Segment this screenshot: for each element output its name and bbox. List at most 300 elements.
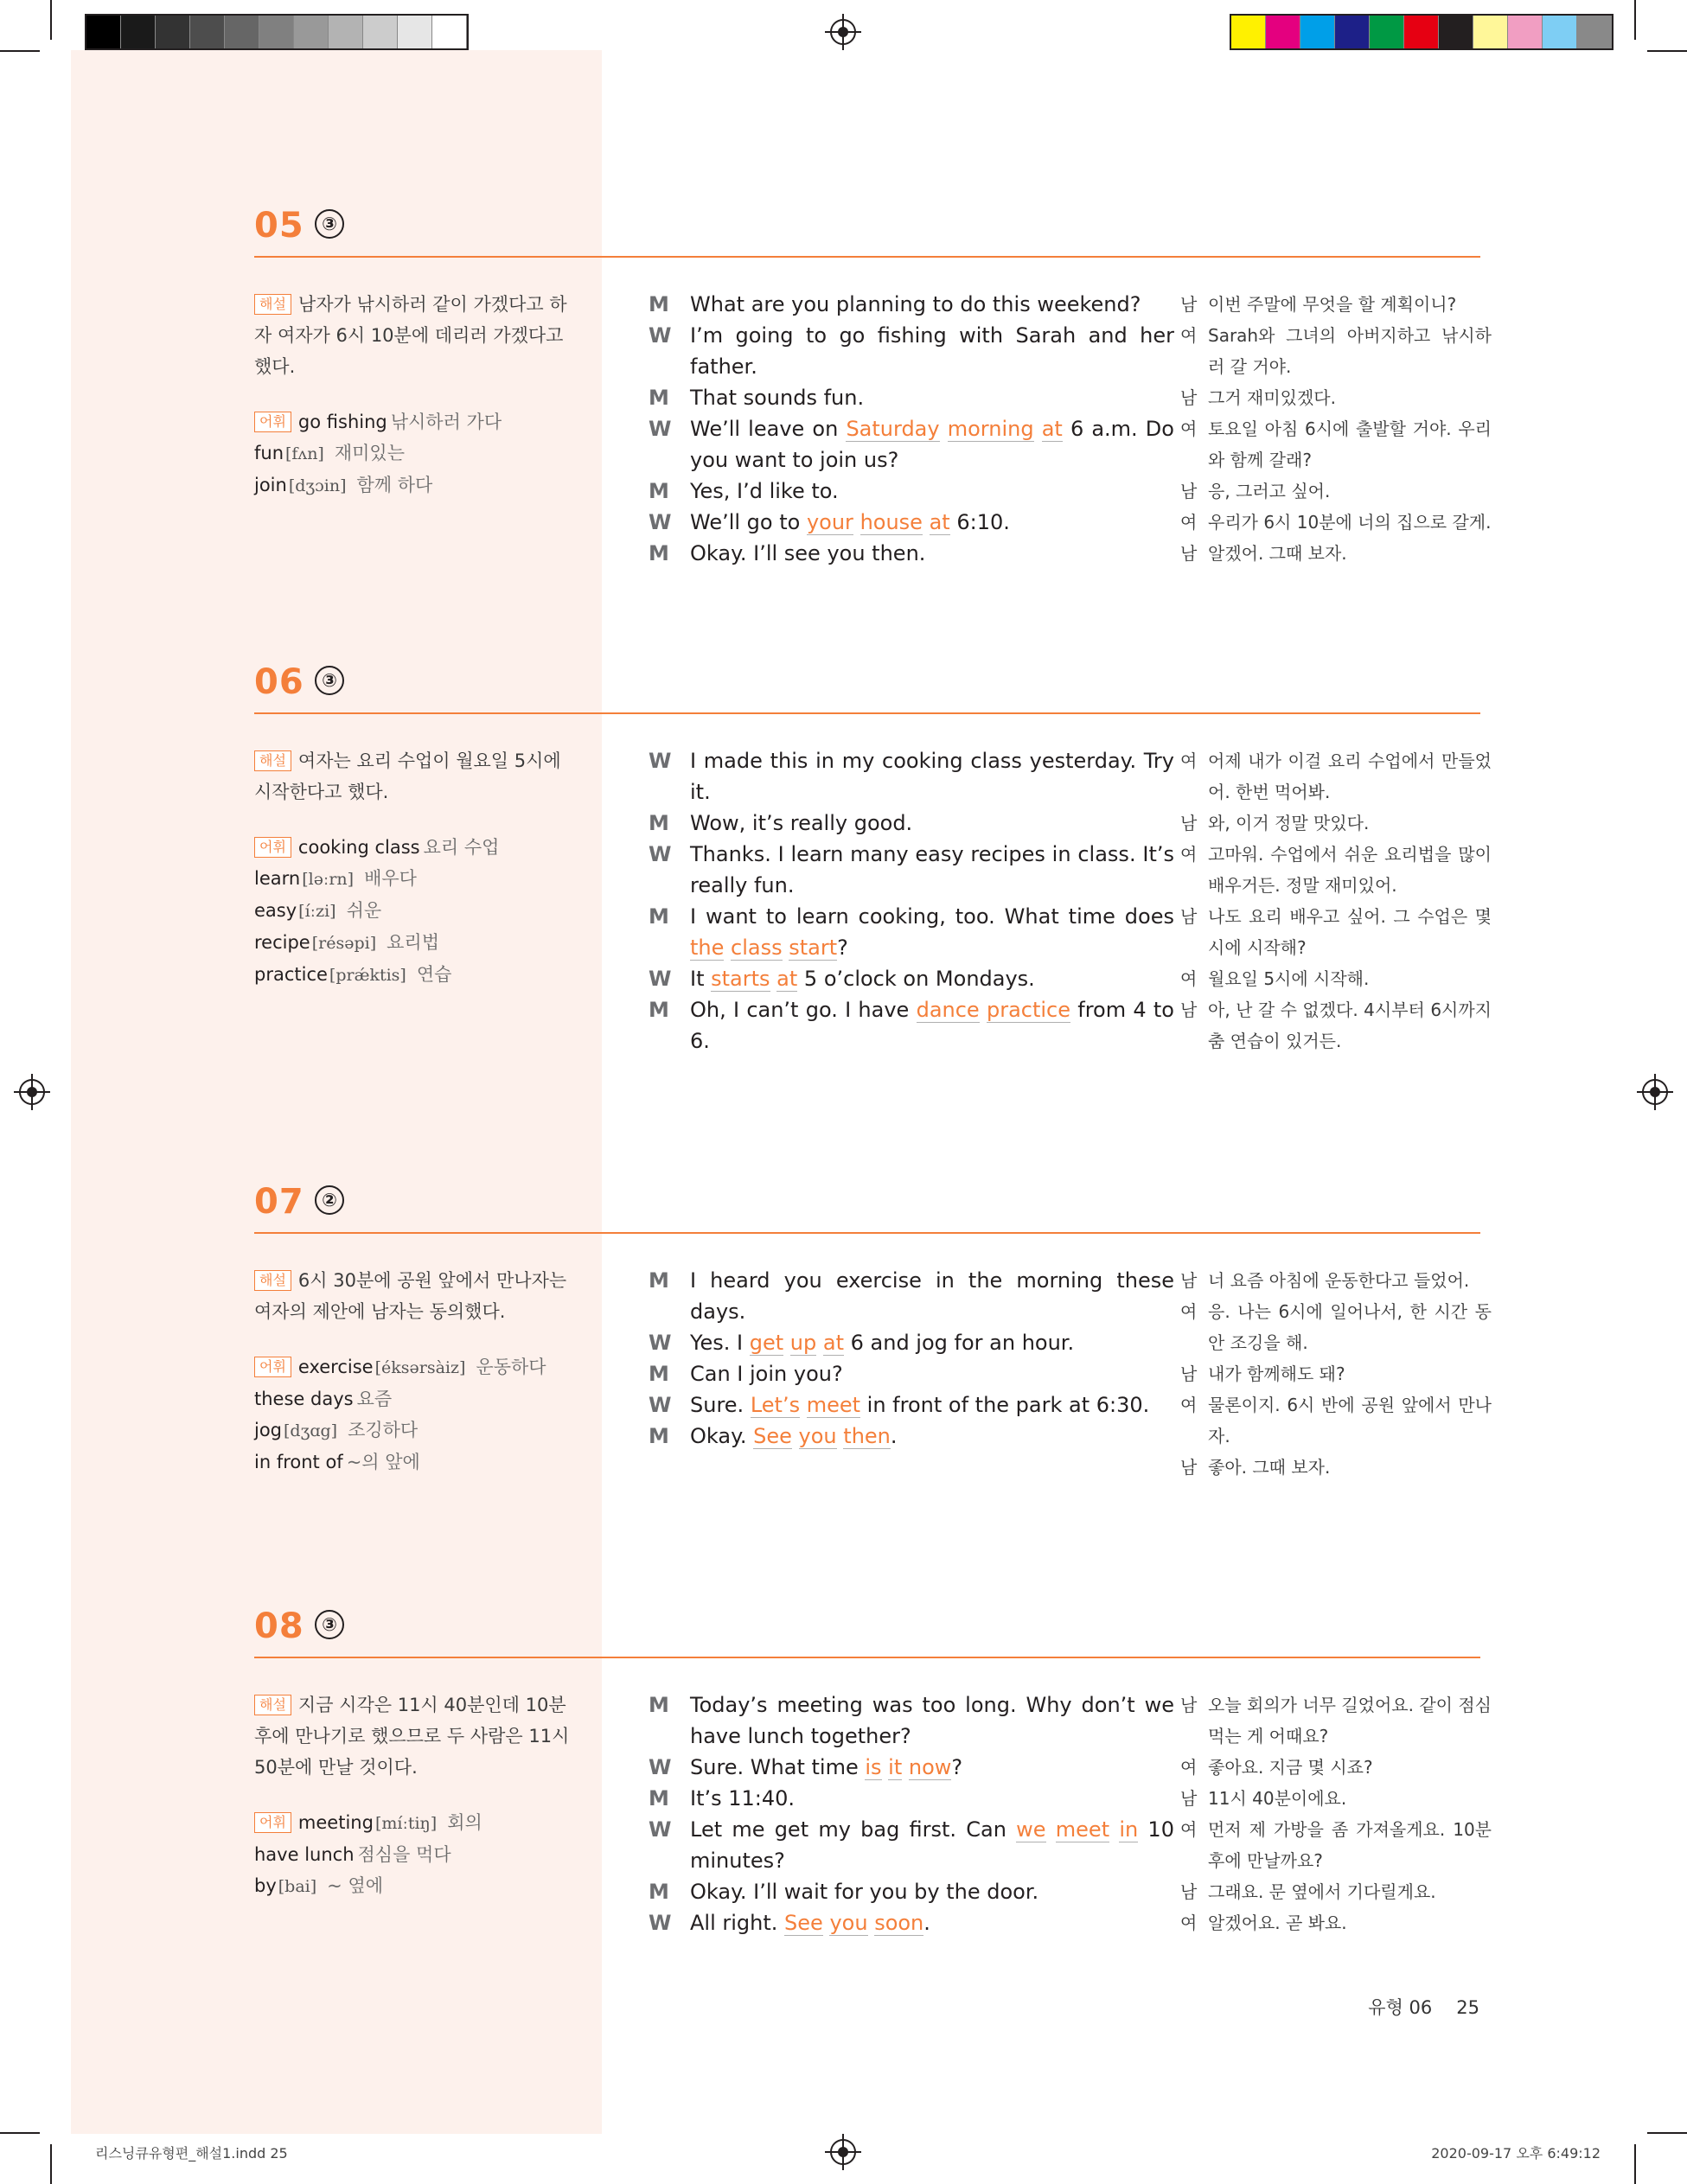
vocab-meaning: 재미있는: [334, 443, 405, 463]
translation-text: 토요일 아침 6시에 출발할 거야. 우리와 함께 갈래?: [1208, 418, 1492, 470]
color-swatch: [1508, 16, 1543, 48]
vocab-pronunciation: [ləːrn]: [302, 870, 355, 889]
dialogue-text: I’m going to go fishing with Sarah and her father.: [690, 323, 1174, 379]
dialogue-line: [649, 1689, 1174, 1752]
translation-line: [1180, 1389, 1492, 1452]
dictation-answer: get: [749, 1331, 784, 1355]
vocab-meaning: 회의: [447, 1812, 482, 1833]
color-swatch: [1300, 16, 1335, 48]
dialogue-line: [649, 476, 1174, 507]
explanation-text: 남자가 낚시하러 같이 가겠다고 하자 여자가 6시 10분에 데리러 가겠다고 했다.: [254, 294, 567, 377]
color-swatch: [432, 16, 467, 48]
speaker-label-korean: 여: [1180, 512, 1198, 533]
question-section: [254, 206, 1492, 565]
dialogue-text: What are you planning to do this weekend?: [690, 292, 1141, 316]
vocab-word: in front of: [254, 1452, 343, 1472]
speaker-label: M: [649, 1880, 669, 1904]
speaker-label: M: [649, 541, 669, 565]
dictation-answer: your: [806, 510, 853, 534]
dialogue-line: [649, 1389, 1174, 1421]
translation-line: [1180, 1814, 1492, 1876]
speaker-label: M: [649, 292, 669, 316]
dialogue-text: Yes. I: [690, 1331, 750, 1355]
color-swatch: [225, 16, 259, 48]
vocab-item: [254, 863, 574, 895]
dialogue-line: [649, 507, 1174, 538]
speaker-label-korean: 남: [1180, 813, 1198, 833]
vocab-meaning: 요리법: [387, 932, 439, 953]
dictation-answer: at: [1041, 417, 1063, 441]
translation-text: 응, 그러고 싶어.: [1208, 481, 1331, 501]
translation-text: 너 요즘 아침에 운동한다고 들었어.: [1208, 1270, 1470, 1291]
translation-line: [1180, 808, 1492, 839]
dialogue-text: We’ll leave on: [690, 417, 847, 441]
dialogue-line: [649, 1783, 1174, 1814]
translation-text: 월요일 5시에 시작해.: [1208, 968, 1370, 989]
question-section: [254, 1182, 1492, 1478]
dialogue-line: [649, 1327, 1174, 1358]
dictation-answer: at: [929, 510, 950, 534]
speaker-label-korean: 남: [1180, 1270, 1198, 1291]
dialogue-text: ?: [951, 1755, 963, 1779]
speaker-label-korean: 남: [1180, 999, 1198, 1020]
answer-badge: ②: [315, 1185, 344, 1215]
vocab-word: meeting: [297, 1812, 374, 1833]
translation-text: 그거 재미있겠다.: [1208, 387, 1336, 408]
dialogue-text: [783, 1331, 790, 1355]
translation-text: 그래요. 문 옆에서 기다릴게요.: [1208, 1881, 1436, 1902]
dialogue-text: I heard you exercise in the morning these days.: [690, 1268, 1174, 1324]
dictation-answer: class: [731, 936, 783, 960]
vocab-pronunciation: [míːtiŋ]: [374, 1814, 438, 1833]
speaker-label-korean: 여: [1180, 1395, 1198, 1415]
dialogue-line: [649, 538, 1174, 569]
translation-line: [1180, 1876, 1492, 1907]
dictation-answer: you: [829, 1911, 868, 1935]
dictation-answer: Saturday: [846, 417, 940, 441]
dialogue-text: 5 o’clock on Mondays.: [797, 967, 1035, 991]
dialogue-text: Okay. I’ll wait for you by the door.: [690, 1880, 1039, 1904]
explanation-block: [254, 289, 574, 501]
answer-badge: ③: [315, 1610, 344, 1639]
dialogue-text: from 4 to 6.: [690, 998, 1174, 1053]
vocab-word: exercise: [297, 1357, 374, 1377]
translation-text: 어제 내가 이걸 요리 수업에서 만들었어. 한번 먹어봐.: [1208, 750, 1492, 802]
dialogue-line: [649, 839, 1174, 901]
dialogue-text: .: [923, 1911, 930, 1935]
dialogue-text: Okay. I’ll see you then.: [690, 541, 926, 565]
vocab-meaning: 낚시하러 가다: [390, 412, 502, 432]
section-header: [254, 1606, 1480, 1658]
dialogue-line: [649, 901, 1174, 963]
translation-line: [1180, 994, 1492, 1057]
explanation-block: [254, 745, 574, 991]
dialogue-text: [940, 417, 948, 441]
dictation-answer: up: [789, 1331, 817, 1355]
dialogue-text: ?: [837, 936, 848, 960]
translation-line: [1180, 1358, 1492, 1389]
translation-text: Sarah와 그녀의 아버지하고 낚시하러 갈 거야.: [1208, 325, 1492, 377]
explanation-block: [254, 1689, 574, 1902]
crop-mark: [1634, 0, 1636, 40]
vocabulary-list: [254, 1807, 574, 1902]
vocabulary-list: [254, 1351, 574, 1478]
vocab-pronunciation: [dʒɔin]: [288, 476, 347, 495]
page-number: 25: [1456, 1997, 1479, 2018]
section-header: [254, 662, 1480, 714]
dictation-answer: practice: [986, 998, 1071, 1022]
dictation-answer: house: [859, 510, 923, 534]
explanation-block: [254, 1265, 574, 1478]
translation-text: 우리가 6시 10분에 너의 집으로 갈게.: [1208, 512, 1492, 533]
translation-line: [1180, 1783, 1492, 1814]
dictation-answer: you: [798, 1424, 837, 1448]
dictation-answer: See: [784, 1911, 823, 1935]
dialogue-line: [649, 1421, 1174, 1452]
dictation-answer: morning: [947, 417, 1034, 441]
dialogue-text: [902, 1755, 909, 1779]
speaker-label-korean: 남: [1180, 1695, 1198, 1715]
dialogue-line: [649, 745, 1174, 808]
vocabulary-tag: 어휘: [254, 837, 291, 858]
page-footer: [1368, 1994, 1479, 2020]
speaker-label: M: [649, 904, 669, 929]
vocab-item: [254, 1839, 574, 1870]
dialogue-text: Thanks. I learn many easy recipes in class. It’s really fun.: [690, 842, 1174, 897]
speaker-label-korean: 여: [1180, 1301, 1198, 1322]
speaker-label: W: [649, 417, 672, 441]
speaker-label: M: [649, 386, 669, 410]
dialogue-line: [649, 289, 1174, 320]
color-swatch: [1335, 16, 1370, 48]
dialogue-text: Sure.: [690, 1393, 751, 1417]
translation-line: [1180, 289, 1492, 320]
dialogue-text: Let me get my bag first. Can: [690, 1817, 1017, 1842]
color-swatch: [329, 16, 363, 48]
gray-swatch-bar: [85, 14, 469, 50]
translation-line: [1180, 1296, 1492, 1358]
explanation-tag: 해설: [254, 294, 291, 315]
korean-translation: [1180, 745, 1492, 1057]
vocab-meaning: 쉬운: [346, 900, 382, 921]
translation-text: 알겠어. 그때 보자.: [1208, 543, 1347, 564]
vocab-pronunciation: [éksərsàiz]: [374, 1358, 466, 1377]
answer-badge: ③: [315, 666, 344, 695]
translation-text: 고마워. 수업에서 쉬운 요리법을 많이 배우거든. 정말 재미있어.: [1208, 844, 1492, 896]
vocab-meaning: 점심을 먹다: [357, 1844, 451, 1865]
vocab-item: [254, 1446, 574, 1478]
registration-mark-right: [1642, 1079, 1668, 1105]
translation-line: [1180, 745, 1492, 808]
speaker-label-korean: 여: [1180, 1913, 1198, 1933]
dialogue-line: [649, 320, 1174, 382]
translation-line: [1180, 320, 1492, 382]
dialogue-text: Okay.: [690, 1424, 754, 1448]
section-header: [254, 1182, 1480, 1234]
vocab-item: [254, 895, 574, 927]
dialogue-line: [649, 413, 1174, 476]
dialogue-text: We’ll go to: [690, 510, 807, 534]
dictation-answer: we: [1016, 1817, 1046, 1842]
translation-text: 와, 이거 정말 맛있다.: [1208, 813, 1370, 833]
speaker-label-korean: 남: [1180, 906, 1198, 927]
speaker-label-korean: 여: [1180, 750, 1198, 771]
crop-mark: [0, 50, 40, 52]
speaker-label-korean: 여: [1180, 418, 1198, 439]
question-number: 05: [254, 206, 304, 246]
speaker-label-korean: 여: [1180, 1819, 1198, 1840]
dialogue-text: 10 minutes?: [690, 1817, 1174, 1873]
question-number: 08: [254, 1606, 304, 1646]
translation-text: 좋아. 그때 보자.: [1208, 1457, 1331, 1478]
dialogue-text: Yes, I’d like to.: [690, 479, 839, 503]
speaker-label: W: [649, 1817, 672, 1842]
translation-line: [1180, 382, 1492, 413]
color-swatch: [190, 16, 225, 48]
vocab-item: [254, 437, 574, 469]
vocab-word: easy: [254, 900, 297, 921]
dialogue-line: [649, 382, 1174, 413]
speaker-label: M: [649, 479, 669, 503]
dialogue-text: [816, 1331, 823, 1355]
dictation-answer: at: [776, 967, 798, 991]
question-type-label: 유형 06: [1368, 1997, 1433, 2018]
dialogue-line: [649, 1265, 1174, 1327]
vocab-word: recipe: [254, 932, 310, 953]
explanation-text: 6시 30분에 공원 앞에서 만나자는 여자의 제안에 남자는 동의했다.: [254, 1270, 567, 1322]
vocab-item: [254, 1807, 574, 1839]
dialogue-line: [649, 1358, 1174, 1389]
question-number: 06: [254, 662, 304, 702]
vocab-pronunciation: [dʒɑg]: [284, 1421, 338, 1440]
dialogue-line: [649, 994, 1174, 1057]
color-swatch: [1370, 16, 1404, 48]
speaker-label: M: [649, 811, 669, 835]
speaker-label-korean: 여: [1180, 325, 1198, 346]
dialogue-text: It’s 11:40.: [690, 1786, 796, 1810]
translation-text: 오늘 회의가 너무 길었어요. 같이 점심 먹는 게 어때요?: [1208, 1695, 1492, 1747]
explanation-text: 여자는 요리 수업이 월요일 5시에 시작한다고 했다.: [254, 750, 561, 802]
dialogue-text: [724, 936, 731, 960]
dialogue-line: [649, 963, 1174, 994]
speaker-label-korean: 남: [1180, 1457, 1198, 1478]
dialogue-line: [649, 808, 1174, 839]
section-header: [254, 206, 1480, 258]
vocab-item: [254, 469, 574, 501]
color-swatch-bar: [1230, 14, 1614, 50]
translation-line: [1180, 901, 1492, 963]
vocab-pronunciation: [fʌn]: [285, 444, 324, 463]
dictation-answer: now: [908, 1755, 952, 1779]
vocab-pronunciation: [bai]: [278, 1877, 317, 1896]
color-swatch: [1543, 16, 1577, 48]
dialogue-text: [800, 1393, 807, 1417]
color-swatch: [398, 16, 432, 48]
vocabulary-tag: 어휘: [254, 412, 291, 432]
vocab-pronunciation: [prǽktis]: [329, 966, 406, 985]
korean-translation: [1180, 1689, 1492, 1938]
dialogue-line: [649, 1907, 1174, 1938]
vocabulary-tag: 어휘: [254, 1357, 291, 1377]
dialogue-line: [649, 1876, 1174, 1907]
question-number: 07: [254, 1182, 304, 1222]
translation-line: [1180, 507, 1492, 538]
vocab-meaning: 요즘: [356, 1389, 393, 1409]
speaker-label: M: [649, 1268, 669, 1293]
translation-line: [1180, 413, 1492, 476]
vocab-word: join: [254, 475, 287, 495]
speaker-label: W: [649, 1755, 672, 1779]
vocab-word: practice: [254, 964, 328, 985]
vocab-word: cooking class: [297, 837, 420, 858]
speaker-label: M: [649, 1693, 669, 1717]
translation-line: [1180, 1452, 1492, 1483]
dialogue-text: [923, 510, 930, 534]
color-swatch: [1577, 16, 1612, 48]
dictation-answer: meet: [806, 1393, 861, 1417]
speaker-label: W: [649, 1331, 672, 1355]
dialogue-text: It: [690, 967, 712, 991]
dialogue-text: [980, 998, 987, 1022]
speaker-label: W: [649, 323, 672, 348]
dialogue-text: All right.: [690, 1911, 785, 1935]
translation-line: [1180, 963, 1492, 994]
dictation-answer: soon: [874, 1911, 924, 1935]
dictation-answer: then: [843, 1424, 891, 1448]
dictation-answer: it: [888, 1755, 903, 1779]
vocabulary-list: [254, 406, 574, 501]
speaker-label: W: [649, 842, 672, 866]
dialogue-text: [1034, 417, 1042, 441]
translation-text: 응. 나는 6시에 일어나서, 한 시간 동안 조깅을 해.: [1208, 1301, 1492, 1353]
crop-mark: [0, 2132, 40, 2134]
speaker-label: W: [649, 510, 672, 534]
dictation-answer: meet: [1055, 1817, 1110, 1842]
color-swatch: [1439, 16, 1473, 48]
speaker-label: W: [649, 1393, 672, 1417]
vocab-meaning: 연습: [416, 964, 452, 985]
dialogue-text: [1046, 1817, 1056, 1842]
vocab-meaning: 조깅하다: [348, 1420, 419, 1440]
file-slug: 리스닝큐유형편_해설1.indd 25: [95, 2145, 288, 2162]
answer-badge: ③: [315, 209, 344, 239]
korean-translation: [1180, 1265, 1492, 1483]
vocab-word: go fishing: [297, 412, 387, 432]
speaker-label-korean: 남: [1180, 1788, 1198, 1809]
dialogue-text: 6 and jog for an hour.: [844, 1331, 1075, 1355]
translation-line: [1180, 476, 1492, 507]
timestamp-slug: 2020-09-17 오후 6:49:12: [1431, 2145, 1601, 2162]
dialogue-text: 6 a.m. Do you want to join us?: [690, 417, 1174, 472]
vocab-meaning: ~ 옆에: [327, 1875, 384, 1896]
speaker-label: M: [649, 1362, 669, 1386]
vocab-meaning: 운동하다: [476, 1357, 546, 1377]
vocab-meaning: 요리 수업: [423, 837, 500, 858]
dialogue-line: [649, 1752, 1174, 1783]
translation-text: 11시 40분이에요.: [1208, 1788, 1347, 1809]
speaker-label-korean: 남: [1180, 481, 1198, 501]
dictation-answer: at: [822, 1331, 844, 1355]
translation-text: 좋아요. 지금 몇 시죠?: [1208, 1757, 1373, 1778]
color-swatch: [121, 16, 156, 48]
registration-mark-bottom: [830, 2139, 856, 2165]
translation-line: [1180, 538, 1492, 569]
vocab-word: by: [254, 1875, 277, 1896]
dialogue-text: [853, 510, 860, 534]
color-swatch: [1473, 16, 1508, 48]
color-swatch: [363, 16, 398, 48]
explanation-tag: 해설: [254, 1695, 291, 1715]
crop-mark: [50, 0, 52, 40]
vocab-word: fun: [254, 443, 284, 463]
vocab-item: [254, 406, 574, 437]
dialogue-line: [649, 1814, 1174, 1876]
speaker-label-korean: 여: [1180, 968, 1198, 989]
vocab-item: [254, 1870, 574, 1902]
dialogue-text: Sure. What time: [690, 1755, 866, 1779]
speaker-label-korean: 여: [1180, 844, 1198, 865]
crop-mark: [1647, 2132, 1687, 2134]
translation-text: 알겠어요. 곧 봐요.: [1208, 1913, 1347, 1933]
translation-line: [1180, 1689, 1492, 1752]
translation-text: 물론이지. 6시 반에 공원 앞에서 만나자.: [1208, 1395, 1492, 1446]
vocab-item: [254, 927, 574, 959]
question-section: [254, 662, 1492, 1053]
color-swatch: [86, 16, 121, 48]
translation-text: 나도 요리 배우고 싶어. 그 수업은 몇 시에 시작해?: [1208, 906, 1492, 958]
vocab-item: [254, 959, 574, 991]
speaker-label: W: [649, 967, 672, 991]
translation-line: [1180, 1907, 1492, 1938]
dialogue-text: in front of the park at 6:30.: [860, 1393, 1150, 1417]
explanation-text: 지금 시각은 11시 40분인데 10분 후에 만나기로 했으므로 두 사람은 11시 50분에 만날 것이다.: [254, 1695, 570, 1778]
crop-mark: [1647, 50, 1687, 52]
vocab-item: [254, 1351, 574, 1383]
speaker-label-korean: 여: [1180, 1757, 1198, 1778]
vocab-pronunciation: [íːzi]: [298, 902, 336, 921]
vocab-item: [254, 832, 574, 863]
speaker-label: W: [649, 749, 672, 773]
dialogue-text: Can I join you?: [690, 1362, 843, 1386]
explanation-tag: 해설: [254, 1270, 291, 1291]
speaker-label: M: [649, 1424, 669, 1448]
vocab-word: have lunch: [254, 1844, 355, 1865]
dialogue-text: [792, 1424, 799, 1448]
dialogue-text: 6:10.: [949, 510, 1010, 534]
translation-line: [1180, 1265, 1492, 1296]
crop-mark: [1634, 2144, 1636, 2184]
dialogue-text: Oh, I can’t go. I have: [690, 998, 917, 1022]
vocab-meaning: 배우다: [364, 868, 417, 889]
dictation-answer: starts: [711, 967, 770, 991]
translation-line: [1180, 839, 1492, 901]
dictation-answer: is: [865, 1755, 882, 1779]
speaker-label-korean: 남: [1180, 387, 1198, 408]
vocab-meaning: ~의 앞에: [346, 1452, 420, 1472]
speaker-label-korean: 남: [1180, 294, 1198, 315]
speaker-label-korean: 남: [1180, 1363, 1198, 1384]
speaker-label: W: [649, 1911, 672, 1935]
dictation-answer: See: [753, 1424, 792, 1448]
color-swatch: [294, 16, 329, 48]
dialogue-text: .: [890, 1424, 898, 1448]
dialogue-text: That sounds fun.: [690, 386, 865, 410]
vocabulary-list: [254, 832, 574, 991]
crop-mark: [50, 2144, 52, 2184]
color-swatch: [1404, 16, 1439, 48]
vocab-word: these days: [254, 1389, 354, 1409]
vocab-item: [254, 1414, 574, 1446]
